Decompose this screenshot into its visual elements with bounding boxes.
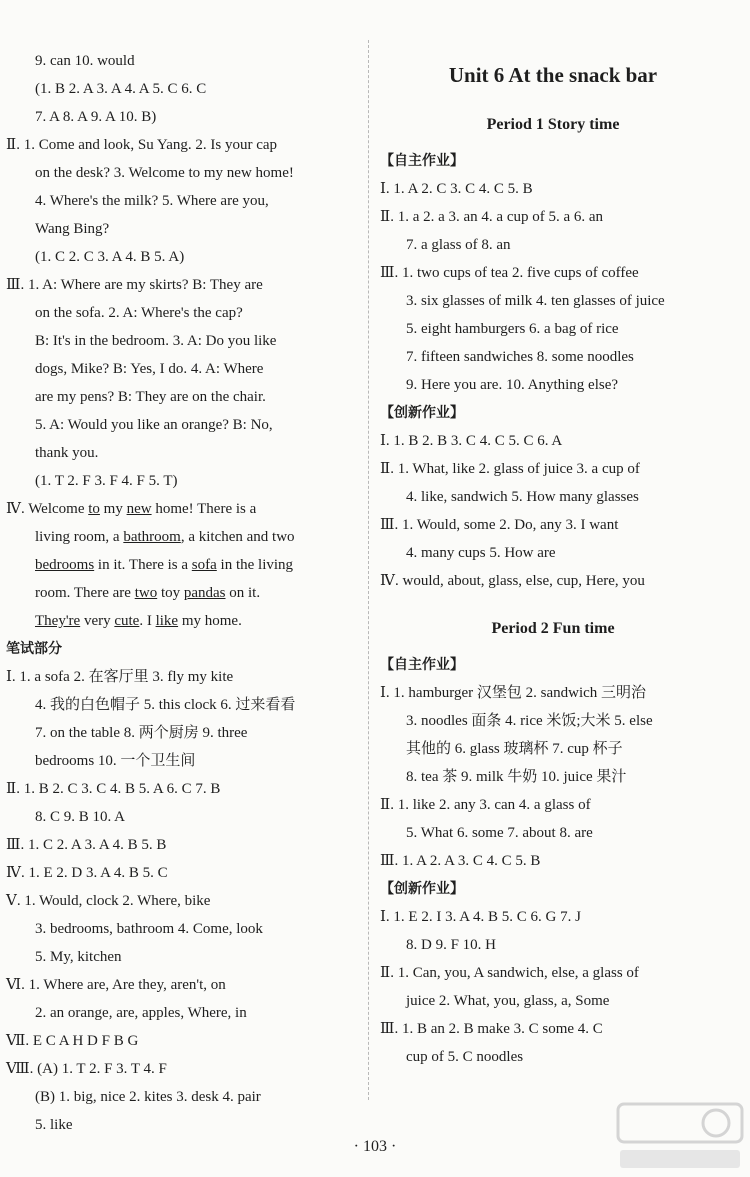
answer-line: on the sofa. 2. A: Where's the cap? bbox=[35, 305, 243, 321]
filled-blank: cute bbox=[114, 613, 140, 629]
answer-line: Ⅰ. 1. A 2. C 3. C 4. C 5. B bbox=[380, 181, 533, 197]
passage-line: room. There are two toy pandas on it. bbox=[35, 585, 261, 601]
period-title: Period 2 Fun time bbox=[491, 620, 615, 637]
answer-line: 4. many cups 5. How are bbox=[406, 545, 556, 561]
answer-line: Ⅱ. 1. like 2. any 3. can 4. a glass of bbox=[380, 797, 591, 813]
answer-line: 5. My, kitchen bbox=[35, 949, 122, 965]
answer-line: 5. What 6. some 7. about 8. are bbox=[406, 825, 593, 841]
answer-line: (1. C 2. C 3. A 4. B 5. A) bbox=[35, 249, 185, 265]
answer-line: Ⅱ. 1. What, like 2. glass of juice 3. a cup of bbox=[380, 461, 640, 477]
answer-line: on the desk? 3. Welcome to my new home! bbox=[35, 165, 294, 181]
answer-line: Ⅲ. 1. two cups of tea 2. five cups of coffee bbox=[380, 265, 639, 281]
passage-line: bedrooms in it. There is a sofa in the living bbox=[35, 557, 294, 573]
section-heading: 【自主作业】 bbox=[380, 153, 464, 169]
answer-line: (B) 1. big, nice 2. kites 3. desk 4. pair bbox=[35, 1089, 261, 1105]
answer-line: cup of 5. C noodles bbox=[406, 1049, 524, 1065]
answer-line: 4. Where's the milk? 5. Where are you, bbox=[35, 193, 269, 209]
answer-line: Ⅰ. 1. a sofa 2. 在客厅里 3. fly my kite bbox=[6, 669, 234, 685]
answer-line: 8. tea 茶 9. milk 牛奶 10. juice 果汁 bbox=[406, 769, 627, 785]
answer-line: (1. B 2. A 3. A 4. A 5. C 6. C bbox=[35, 81, 207, 97]
filled-blank: pandas bbox=[183, 585, 226, 601]
answer-line: 9. can 10. would bbox=[35, 53, 135, 69]
answer-line: 3. noodles 面条 4. rice 米饭;大米 5. else bbox=[406, 713, 653, 729]
answer-line: 7. A 8. A 9. A 10. B) bbox=[35, 109, 157, 125]
answer-line: Ⅴ. 1. Would, clock 2. Where, bike bbox=[6, 893, 211, 909]
answer-line: Ⅲ. 1. B an 2. B make 3. C some 4. C bbox=[380, 1021, 603, 1037]
watermark-logo bbox=[612, 1098, 748, 1174]
section-heading: 【自主作业】 bbox=[380, 657, 464, 673]
answer-line: 其他的 6. glass 玻璃杯 7. cup 杯子 bbox=[406, 741, 623, 757]
section-heading: 【创新作业】 bbox=[380, 405, 464, 421]
answer-line: 7. fifteen sandwiches 8. some noodles bbox=[406, 349, 634, 365]
answer-line: B: It's in the bedroom. 3. A: Do you like bbox=[35, 333, 277, 349]
period-title: Period 1 Story time bbox=[486, 116, 620, 133]
answer-line: Ⅲ. 1. A: Where are my skirts? B: They are bbox=[6, 277, 263, 293]
answer-line: 3. bedrooms, bathroom 4. Come, look bbox=[35, 921, 263, 937]
answer-line: Ⅰ. 1. B 2. B 3. C 4. C 5. C 6. A bbox=[380, 433, 563, 449]
left-column bbox=[6, 47, 358, 1139]
answer-line: (1. T 2. F 3. F 4. F 5. T) bbox=[35, 473, 178, 489]
passage-line: living room, a bathroom, a kitchen and two bbox=[35, 529, 295, 545]
page-number: · 103 · bbox=[353, 1138, 397, 1155]
answer-line: Ⅱ. 1. Can, you, A sandwich, else, a glass of bbox=[380, 965, 639, 981]
filled-blank: to bbox=[88, 501, 100, 517]
right-column bbox=[380, 47, 726, 1071]
answer-line: 5. like bbox=[35, 1117, 73, 1133]
answer-line: 7. a glass of 8. an bbox=[406, 237, 511, 253]
answer-line: 2. an orange, are, apples, Where, in bbox=[35, 1005, 247, 1021]
answer-line: Ⅳ. would, about, glass, else, cup, Here, you bbox=[380, 573, 645, 589]
answer-line: bedrooms 10. 一个卫生间 bbox=[35, 753, 196, 769]
answer-line: Ⅲ. 1. Would, some 2. Do, any 3. I want bbox=[380, 517, 619, 533]
filled-blank: bedrooms bbox=[35, 557, 95, 573]
filled-blank: bathroom bbox=[123, 529, 181, 545]
unit-title: Unit 6 At the snack bar bbox=[448, 63, 658, 87]
passage-line: They're very cute. I like my home. bbox=[35, 613, 242, 629]
answer-line: 5. A: Would you like an orange? B: No, bbox=[35, 417, 273, 433]
answer-line: Ⅷ. (A) 1. T 2. F 3. T 4. F bbox=[6, 1061, 167, 1077]
filled-blank: They're bbox=[35, 613, 81, 629]
answer-line: Ⅱ. 1. B 2. C 3. C 4. B 5. A 6. C 7. B bbox=[6, 781, 221, 797]
filled-blank: new bbox=[126, 501, 152, 517]
answer-line: 3. six glasses of milk 4. ten glasses of juice bbox=[406, 293, 665, 309]
answer-line: Ⅲ. 1. C 2. A 3. A 4. B 5. B bbox=[6, 837, 167, 853]
answer-line: Ⅰ. 1. E 2. I 3. A 4. B 5. C 6. G 7. J bbox=[380, 909, 581, 925]
answer-line: are my pens? B: They are on the chair. bbox=[35, 389, 266, 405]
answer-line: 8. D 9. F 10. H bbox=[406, 937, 497, 953]
answer-line: Ⅶ. E C A H D F B G bbox=[6, 1033, 139, 1049]
filled-blank: sofa bbox=[191, 557, 217, 573]
answer-line: 9. Here you are. 10. Anything else? bbox=[406, 377, 619, 393]
filled-blank: two bbox=[134, 585, 158, 601]
section-heading: 【创新作业】 bbox=[380, 881, 464, 897]
column-divider bbox=[368, 40, 369, 1100]
answer-line: 8. C 9. B 10. A bbox=[35, 809, 126, 825]
answer-line: 7. on the table 8. 两个厨房 9. three bbox=[35, 725, 248, 741]
answer-line: Ⅳ. 1. E 2. D 3. A 4. B 5. C bbox=[6, 865, 168, 881]
answer-line: dogs, Mike? B: Yes, I do. 4. A: Where bbox=[35, 361, 264, 377]
section-heading: 笔试部分 bbox=[6, 641, 62, 657]
answer-line: 4. like, sandwich 5. How many glasses bbox=[406, 489, 639, 505]
answer-line: Ⅲ. 1. A 2. A 3. C 4. C 5. B bbox=[380, 853, 541, 869]
answer-line: thank you. bbox=[35, 445, 99, 461]
answer-line: 4. 我的白色帽子 5. this clock 6. 过来看看 bbox=[35, 697, 296, 713]
passage-line: Ⅳ. Welcome to my new home! There is a bbox=[6, 501, 257, 517]
answer-line: 5. eight hamburgers 6. a bag of rice bbox=[406, 321, 619, 337]
answer-line: Ⅵ. 1. Where are, Are they, aren't, on bbox=[6, 977, 226, 993]
answer-line: juice 2. What, you, glass, a, Some bbox=[406, 993, 610, 1009]
answer-line: Wang Bing? bbox=[35, 221, 110, 237]
answer-line: Ⅱ. 1. Come and look, Su Yang. 2. Is your cap bbox=[6, 137, 278, 153]
filled-blank: like bbox=[155, 613, 179, 629]
answer-line: Ⅱ. 1. a 2. a 3. an 4. a cup of 5. a 6. an bbox=[380, 209, 604, 225]
answer-line: Ⅰ. 1. hamburger 汉堡包 2. sandwich 三明治 bbox=[380, 685, 647, 701]
